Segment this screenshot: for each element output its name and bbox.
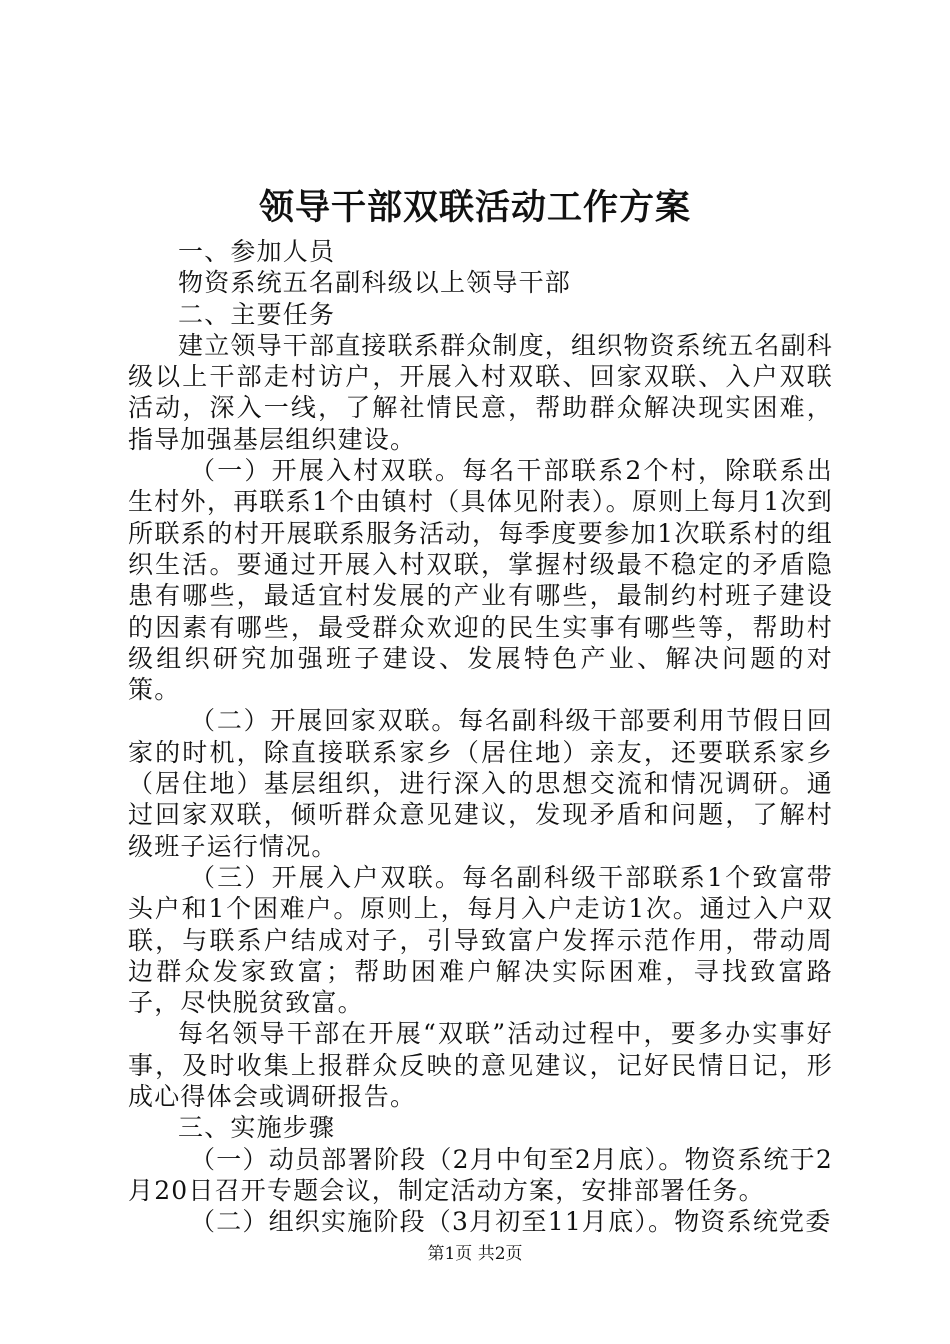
section-heading-participants: 一、参加人员 <box>178 237 336 266</box>
participants-text: 物资系统五名副科级以上领导干部 <box>178 268 572 298</box>
task-home-liaison: （二）开展回家双联。每名副科级干部要利用节假日回家的时机，除直接联系家乡（居住地）亲友，还要联系家乡（居住地）基层组织，进行深入的思想交流和情况调研。通过回家双联，倾听群众意见建议，发现矛盾和问题，了解村级班子运行情况。 <box>128 706 833 861</box>
task-household-liaison: （三）开展入户双联。每名副科级干部联系1个致富带头户和1个困难户。原则上，每月入户走访1次。通过入户双联，与联系户结成对子，引导致富户发挥示范作用，带动周边群众发家致富；帮助困难户解决实际困难，寻找致富路子，尽快脱贫致富。 <box>128 862 833 1018</box>
section-heading-main-tasks: 二、主要任务 <box>178 299 336 329</box>
main-tasks-intro: 建立领导干部直接联系群众制度，组织物资系统五名副科级以上干部走村访户，开展入村双联、回家双联、入户双联活动，深入一线，了解社情民意，帮助群众解决现实困难，指导加强基层组织建设。 <box>128 330 834 454</box>
document-body <box>128 236 833 1238</box>
page-number-footer: 第1页 共2页 <box>427 1244 523 1264</box>
step-mobilization: （一）动员部署阶段（2月中旬至2月底）。物资系统于2月20日召开专题会议，制定活动方案，安排部署任务。 <box>128 1144 833 1205</box>
task-village-liaison: （一）开展入村双联。每名干部联系2个村，除联系出生村外，再联系1个由镇村（具体见附表）。原则上每月1次到所联系的村开展联系服务活动，每季度要参加1次联系村的组织生活。要通过开展入村双联，掌握村级最不稳定的矛盾隐患有哪些，最适宜村发展的产业有哪些，最制约村班子建设的因素有哪些，最受群众欢迎的民生实事有哪些等，帮助村级组织研究加强班子建设、发展特色产业、解决问题的对策。 <box>128 456 833 705</box>
step-implementation: （二）组织实施阶段（3月初至11月底）。物资系统党委 <box>190 1207 832 1237</box>
document-title: 领导干部双联活动工作方案 <box>258 187 691 228</box>
task-requirements: 每名领导干部在开展“双联”活动过程中，要多办实事好事，及时收集上报群众反映的意见建议，记好民情日记，形成心得体会或调研报告。 <box>128 1019 833 1112</box>
section-heading-steps: 三、实施步骤 <box>178 1113 336 1143</box>
